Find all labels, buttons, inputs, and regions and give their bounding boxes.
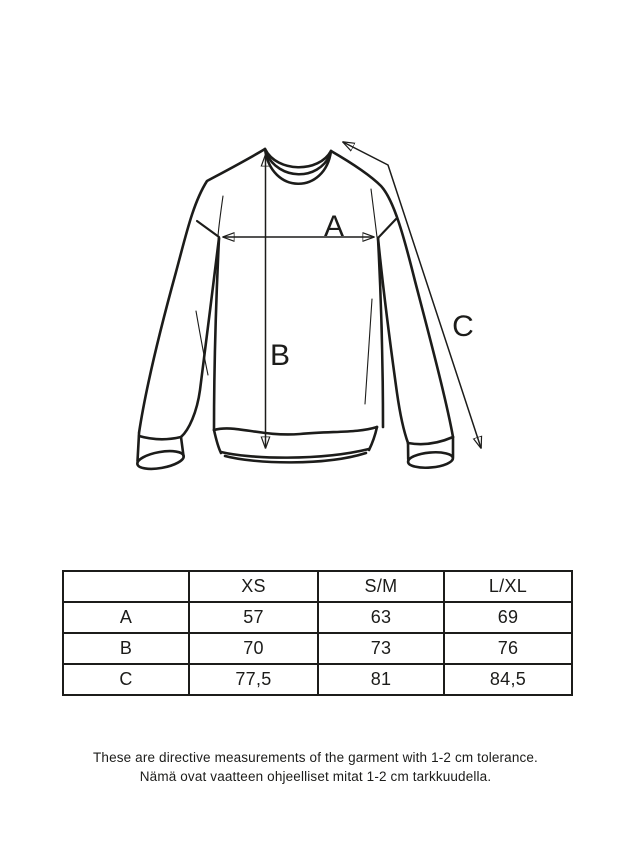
hem-band	[214, 427, 377, 462]
table-cell: 57	[189, 602, 318, 633]
measurement-label-c: C	[452, 310, 474, 343]
table-corner-cell	[63, 571, 189, 602]
table-cell: 63	[318, 602, 444, 633]
footer-note	[0, 748, 631, 786]
col-header-sm: S/M	[318, 571, 444, 602]
measurement-arrow-c	[343, 142, 481, 448]
left-sleeve	[136, 149, 265, 472]
size-table	[62, 570, 573, 696]
row-label-c: C	[63, 664, 189, 695]
table-cell: 77,5	[189, 664, 318, 695]
table-cell: 84,5	[444, 664, 572, 695]
col-header-xs: XS	[189, 571, 318, 602]
measurement-label-a: A	[323, 210, 345, 243]
table-row-b	[63, 633, 572, 664]
col-header-lxl: L/XL	[444, 571, 572, 602]
row-label-b: B	[63, 633, 189, 664]
table-cell: 73	[318, 633, 444, 664]
collar	[265, 149, 331, 184]
table-row-c	[63, 664, 572, 695]
row-label-a: A	[63, 602, 189, 633]
table-cell: 70	[189, 633, 318, 664]
table-cell: 76	[444, 633, 572, 664]
body	[214, 189, 383, 430]
footer-line-en: These are directive measurements of the garment with 1-2 cm tolerance.	[93, 750, 538, 765]
table-cell: 69	[444, 602, 572, 633]
table-row-a	[63, 602, 572, 633]
table-cell: 81	[318, 664, 444, 695]
measurement-label-b: B	[269, 339, 291, 372]
footer-line-fi: Nämä ovat vaatteen ohjeelliset mitat 1-2 cm tarkkuudella.	[139, 769, 492, 784]
size-table-header-row	[63, 571, 572, 602]
